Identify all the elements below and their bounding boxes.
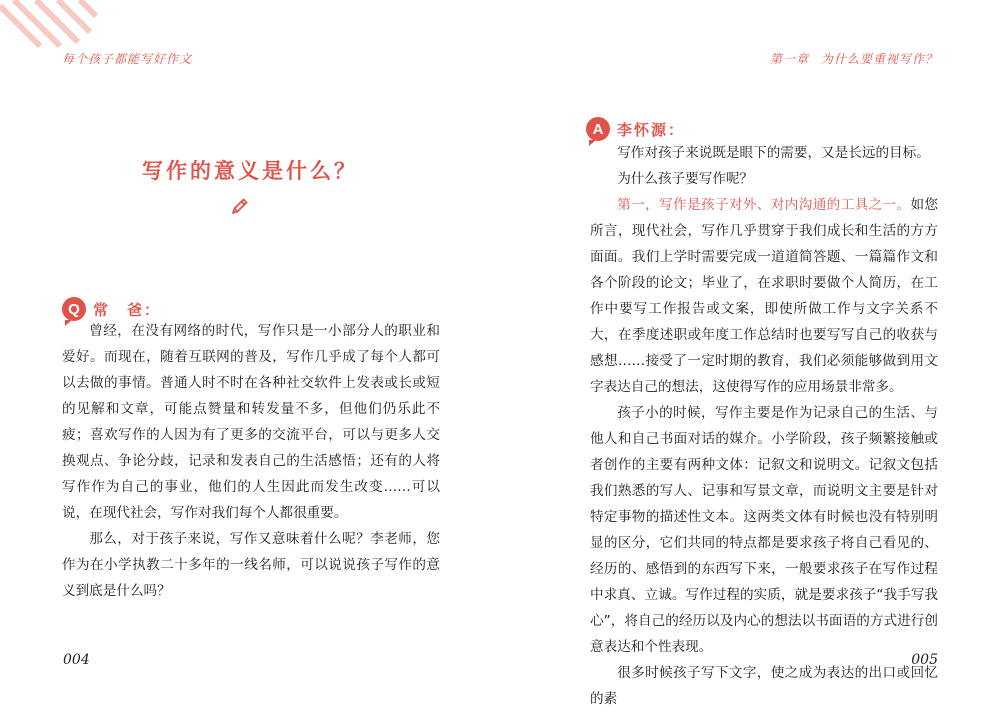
running-head-chapter xyxy=(770,50,938,67)
speaker-question xyxy=(62,298,161,320)
paragraph: 那么，对于孩子来说，写作又意味着什么呢？李老师，您作为在小学执教二十多年的一线名师，可以说说孩子写作的意义到底是什么吗？ xyxy=(62,531,440,599)
pencil-icon xyxy=(230,196,250,216)
section-title: 写作的意义是什么？ xyxy=(142,159,358,183)
question-badge: Q xyxy=(62,297,86,321)
paragraph: 很多时候孩子写下文字，使之成为表达的出口或回忆的素 xyxy=(590,665,938,707)
speaker-answer xyxy=(586,118,685,140)
paragraph: 写作对孩子来说既是眼下的需要，又是长远的目标。 xyxy=(617,145,930,161)
chapter-label: 第一章 xyxy=(769,52,809,66)
right-body-text xyxy=(590,140,938,712)
chapter-title: 为什么要重视写作？ xyxy=(820,52,938,66)
paragraph: 孩子小的时候，写作主要是作为记录自己的生活、与他人和自己书面对话的媒介。小学阶段，孩子频繁接触或者创作的主要有两种文体：记叙文和说明文。记叙文包括我们熟悉的写人、记事和写景文章，而说明文主要是针对特定事物的描述性文本。这两类文体有时候也没有特别明显的区分，它们共同的特点都是要求孩子将自己看见的、经历的、感悟到的东西写下来，一般要求孩子在写作过程中求真、立诚。写作过程的实质，就是要求孩子“我手写我心”，将自己的经历以及内心的想法以书面语的方式进行创意表达和个性表现。 xyxy=(590,405,938,655)
paragraph: 为什么孩子要写作呢？ xyxy=(617,171,754,187)
paragraph-rest: 如您所言，现代社会，写作几乎贯穿于我们成长和生活的方方面面。我们上学时需要完成一道道简答题、一篇篇作文和各个阶段的论文；毕业了，在求职时要做个人简历，在工作中要写工作报告或文案，即使所做工作与文字关系不大，在季度述职或年度工作总结时也要写写自己的收获与感想……接受了一定时期的教育，我们必须能够做到用文字表达自己的想法，这使得写作的应用场景非常多。 xyxy=(590,197,939,395)
speaker-name: 李怀源： xyxy=(617,120,686,139)
highlight-text: 第一，写作是孩子对外、对内沟通的工具之一。 xyxy=(617,197,911,213)
answer-badge: A xyxy=(586,117,610,141)
page-number: 004 xyxy=(63,652,90,668)
paragraph xyxy=(590,192,938,400)
page-number: 005 xyxy=(911,652,938,668)
left-body-text xyxy=(62,318,440,604)
running-head-book-title: 每个孩子都能写好作文 xyxy=(62,52,193,66)
paragraph: 曾经，在没有网络的时代，写作只是一小部分人的职业和爱好。而现在，随着互联网的普及，写作几乎成了每个人都可以去做的事情。普通人时不时在各种社交软件上发表或长或短的见解和文章，可能点赞量和转发量不多，但他们仍乐此不疲；喜欢写作的人因为有了更多的交流平台，可以与更多人交换观点、争论分歧，记录和发表自己的生活感悟；还有的人将写作作为自己的事业，他们的人生因此而发生改变……可以说，在现代社会，写作对我们每个人都很重要。 xyxy=(62,323,440,521)
speaker-name: 常 爸： xyxy=(93,300,162,319)
